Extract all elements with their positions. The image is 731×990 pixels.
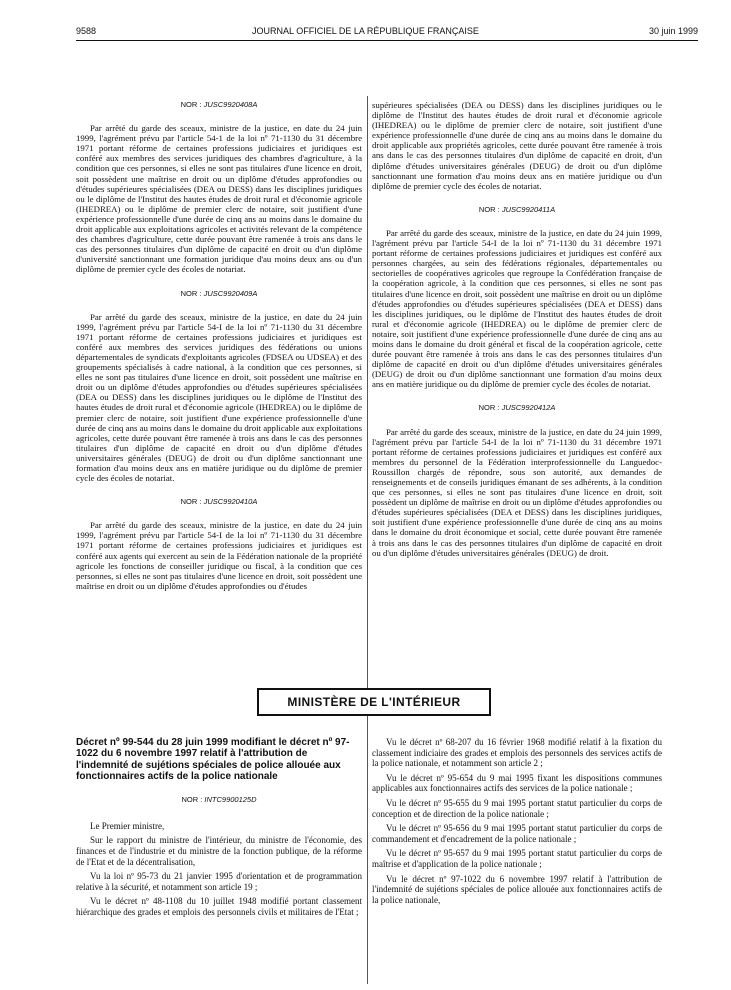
- page-number: 9588: [76, 26, 97, 36]
- nor-reference: [372, 403, 662, 413]
- ministry-heading: MINISTÈRE DE L'INTÉRIEUR: [287, 695, 461, 709]
- nor-code: JUSC9920409A: [203, 288, 258, 298]
- right-column: [372, 100, 662, 558]
- decree-text: Par arrêté du garde des sceaux, ministre de la justice, en date du 24 juin 1999, l'agrément prévu par l'article 54-I de la loi nº 71-1130 du 31 décembre 1971 portant réforme de certaines professions judiciaires et juridiques est conféré aux membres du personnel de la Fédération interprofessionnelle du Languedoc-Roussillon chargés de répondre, sous son autorité, aux demandes de renseignements et de conseils juridiques émanant de ses adhérents, à la condition que ces personnes, si elles ne sont pas titulaires d'une licence en droit, soit possèdent un diplôme de maîtrise en droit ou un diplôme d'études approfondies ou d'études supérieures spécialisées (DEA et DESS) dans les disciplines juridiques, soit justifient d'une expérience professionnelle d'une durée de cinq ans au moins dans le domaine du droit économique et social, cette durée pouvant être ramenée à trois ans dans le cas des personnes titulaires d'un diplôme de capacité en droit ou d'un diplôme d'études universitaires générales (DEUG) de droit.: [372, 426, 662, 558]
- decree-paragraph: Le Premier ministre,: [90, 820, 165, 831]
- ministry-heading-box: [257, 688, 491, 716]
- decree-text: Par arrêté du garde des sceaux, ministre de la justice, en date du 24 juin 1999, l'agrément prévu par l'article 54-I de la loi nº 71-1130 du 31 décembre 1971 portant réforme de certaines professions judiciaires et juridiques est conféré aux agents qui exercent au sein de la Fédération nationale de la propriété agricole les fonctions de conseiller juridique ou fiscal, à la condition que ces personnes, si elles ne sont pas titulaires d'une licence en droit, soit possèdent une maîtrise en droit ou un diplôme d'études approfondies ou d'études: [76, 520, 362, 591]
- decree-paragraph: Vu la loi nº 95-73 du 21 janvier 1995 d'orientation et de programmation relative à la sécurité, et notamment son article 19 ;: [76, 871, 362, 892]
- nor-label: NOR :: [478, 204, 500, 214]
- decree-text-continued: supérieures spécialisées (DEA ou DESS) dans les disciplines juridiques ou le diplôme de l'Institut des hautes études de droit rural et d'économie agricole (IHEDREA) ou le diplôme de premier clerc de notaire, soit justifient d'une expérience professionnelle d'une durée de cinq ans au moins dans le domaine du droit applicable aux propriétés agricoles, cette durée pouvant être ramenée à trois ans dans le cas des personnes titulaires d'un diplôme de capacité en droit, d'un diplôme d'études universitaires générales (DEUG) de droit ou d'un diplôme sanctionnant une formation d'au moins deux ans en matière juridique ou d'un diplôme de premier cycle des écoles de notariat.: [372, 100, 662, 191]
- nor-reference: [76, 100, 362, 110]
- issue-date: 30 juin 1999: [648, 26, 698, 36]
- nor-label: NOR :: [478, 403, 500, 413]
- nor-reference: [372, 205, 662, 215]
- nor-reference: [76, 497, 362, 507]
- page-header: [0, 0, 731, 52]
- journal-title: JOURNAL OFFICIEL DE LA RÉPUBLIQUE FRANÇAISE: [252, 26, 479, 36]
- decree-paragraph: Sur le rapport du ministre de l'intérieur, du ministre de l'économie, des finances et de l'industrie et du ministre de la fonction publique, de la réforme de l'Etat et de la décentralisation,: [76, 835, 362, 867]
- decree-text: Par arrêté du garde des sceaux, ministre de la justice, en date du 24 juin 1999, l'agrément prévu par l'article 54-I de la loi nº 71-1130 du 31 décembre 1971 portant réforme de certaines professions judiciaires et juridiques est conféré aux personnes chargées, au sein des fédérations régionales, départementales ou sectorielles de coopératives agricoles que regroupe la Confédération française de la coopération agricole, à la condition que ces personnes, si elles ne sont pas titulaires d'une licence en droit, soit possèdent une maîtrise en droit ou un diplôme d'études approfondies ou d'études supérieures spécialisées (DEA et DESS) dans les disciplines juridiques, ou le diplôme de l'Institut des hautes études de droit rural et d'économie agricole (IHEDREA) ou le diplôme de premier clerc de notaire, soit justifient d'une expérience professionnelle d'une durée de cinq ans au moins dans le domaine du droit général et fiscal de la coopération agricole, cette durée pouvant être ramenée à trois ans dans le cas des personnes titulaires d'un diplôme de capacité en droit ou d'un diplôme d'études universitaires générales (DEUG) de droit ou d'un diplôme sanctionnant une formation d'au moins deux ans en matière juridique ou du diplôme de premier cycle des écoles de notariat.: [372, 227, 662, 390]
- nor-code: JUSC9920408A: [203, 100, 258, 109]
- nor-code: JUSC9920411A: [501, 204, 556, 214]
- nor-reference: [76, 289, 362, 299]
- decree-paragraph: Vu le décret nº 95-656 du 9 mai 1995 portant statut particulier du corps de commandement et d'encadrement de la police nationale ;: [372, 823, 662, 844]
- decree-title: Décret nº 99-544 du 28 juin 1999 modifiant le décret nº 97-1022 du 6 novembre 1997 relatif à l'attribution de l'indemnité de sujétions spéciales de police allouée aux fonctionnaires actifs de la police nationale: [76, 737, 350, 783]
- decree-paragraph: Vu le décret nº 95-655 du 9 mai 1995 portant statut particulier du corps de conception et de direction de la police nationale ;: [372, 797, 662, 819]
- decree-text: Par arrêté du garde des sceaux, ministre de la justice, en date du 24 juin 1999, l'agrément prévu par l'article 54-I de la loi nº 71-1130 du 31 décembre 1971 portant réforme de certaines professions judiciaires et juridiques est conféré aux membres des services juridiques des fédérations ou unions départementales de syndicats d'exploitants agricoles (FDSEA ou UDSEA) et des groupements spécialisés à cadre national, à la condition que ces personnes, si elles ne sont pas titulaires d'une licence en droit, soit possèdent une maîtrise en droit ou un diplôme d'études approfondies ou d'études supérieures spécialisées (DEA ou DESS) dans les disciplines juridiques ou le diplôme de l'Institut des hautes études de droit rural et d'économie agricole (IHEDREA) ou le diplôme de premier clerc de notaire, soit justifient d'une expérience professionnelle d'une durée de cinq ans au moins dans le domaine du droit applicable aux exploitations agricoles, cette durée pouvant être ramenée à trois ans dans le cas des personnes titulaires d'un diplôme de capacité en droit ou d'un diplôme d'études universitaires générales (DEUG) de droit ou d'un diplôme sanctionnant une formation d'au moins deux ans en matière juridique ou du diplôme de premier cycle des écoles de notariat.: [76, 311, 362, 484]
- nor-label: NOR :: [181, 794, 203, 804]
- column-divider: [367, 739, 368, 984]
- nor-label: NOR :: [180, 497, 202, 507]
- nor-code: JUSC9920410A: [203, 497, 258, 507]
- decree-paragraph: Vu le décret nº 68-207 du 16 février 1968 modifié relatif à la fixation du classement indiciaire des grades et emplois des personnels des services actifs de la police nationale, et notamment son article 2 ;: [372, 737, 662, 769]
- nor-label: NOR :: [180, 100, 202, 109]
- decree-paragraph: Vu le décret nº 48-1108 du 10 juillet 1948 modifié portant classement hiérarchique des grades et emplois des personnels civils et militaires de l'Etat ;: [76, 896, 362, 917]
- column-divider: [367, 96, 368, 761]
- nor-code: INTC9900125D: [204, 794, 257, 804]
- decree-left-column: [76, 737, 362, 921]
- nor-reference: [76, 795, 362, 805]
- decree-paragraph: Vu le décret nº 97-1022 du 6 novembre 1997 relatif à l'attribution de l'indemnité de sujétions spéciales de police allouée aux fonctionnaires actifs de la police nationale,: [372, 873, 662, 905]
- decree-paragraph: Vu le décret nº 95-657 du 9 mai 1995 portant statut particulier du corps de maîtrise et d'application de la police nationale ;: [372, 848, 662, 869]
- header-rule: [76, 40, 698, 41]
- nor-code: JUSC9920412A: [501, 403, 556, 413]
- decree-right-column: [372, 737, 662, 909]
- nor-label: NOR :: [180, 288, 202, 298]
- decree-paragraph: Vu le décret nº 95-654 du 9 mai 1995 fixant les dispositions communes applicables aux fonctionnaires actifs des services de la police nationale ;: [372, 772, 662, 794]
- decree-text: Par arrêté du garde des sceaux, ministre de la justice, en date du 24 juin 1999, l'agrément prévu par l'article 54-1 de la loi nº 71-1130 du 31 décembre 1971 portant réforme de certaines professions judiciaires et juridiques est conféré aux membres des services juridiques des chambres d'agriculture, à la condition que ces personnes, si elles ne sont pas titulaires d'une licence en droit, soit possèdent une maîtrise en droit ou un diplôme d'études approfondies ou d'études supérieures spécialisées (DEA ou DESS) dans les disciplines juridiques ou le diplôme de l'Institut des hautes études de droit rural et d'économie agricole (IHEDREA) ou le diplôme de premier clerc de notaire, soit justifient d'une expérience professionnelle d'une durée de cinq ans au moins dans le domaine du droit applicable aux exploitations agricoles et activités relevant de la compétence des chambres d'agriculture, cette durée pouvant être ramenée à trois ans dans le cas des personnes titulaires d'un diplôme de capacité en droit ou d'un diplôme d'université sanctionnant une formation juridique d'au moins deux ans ou d'un diplôme de premier cycle des écoles de notariat.: [76, 123, 362, 275]
- left-column: [76, 100, 362, 591]
